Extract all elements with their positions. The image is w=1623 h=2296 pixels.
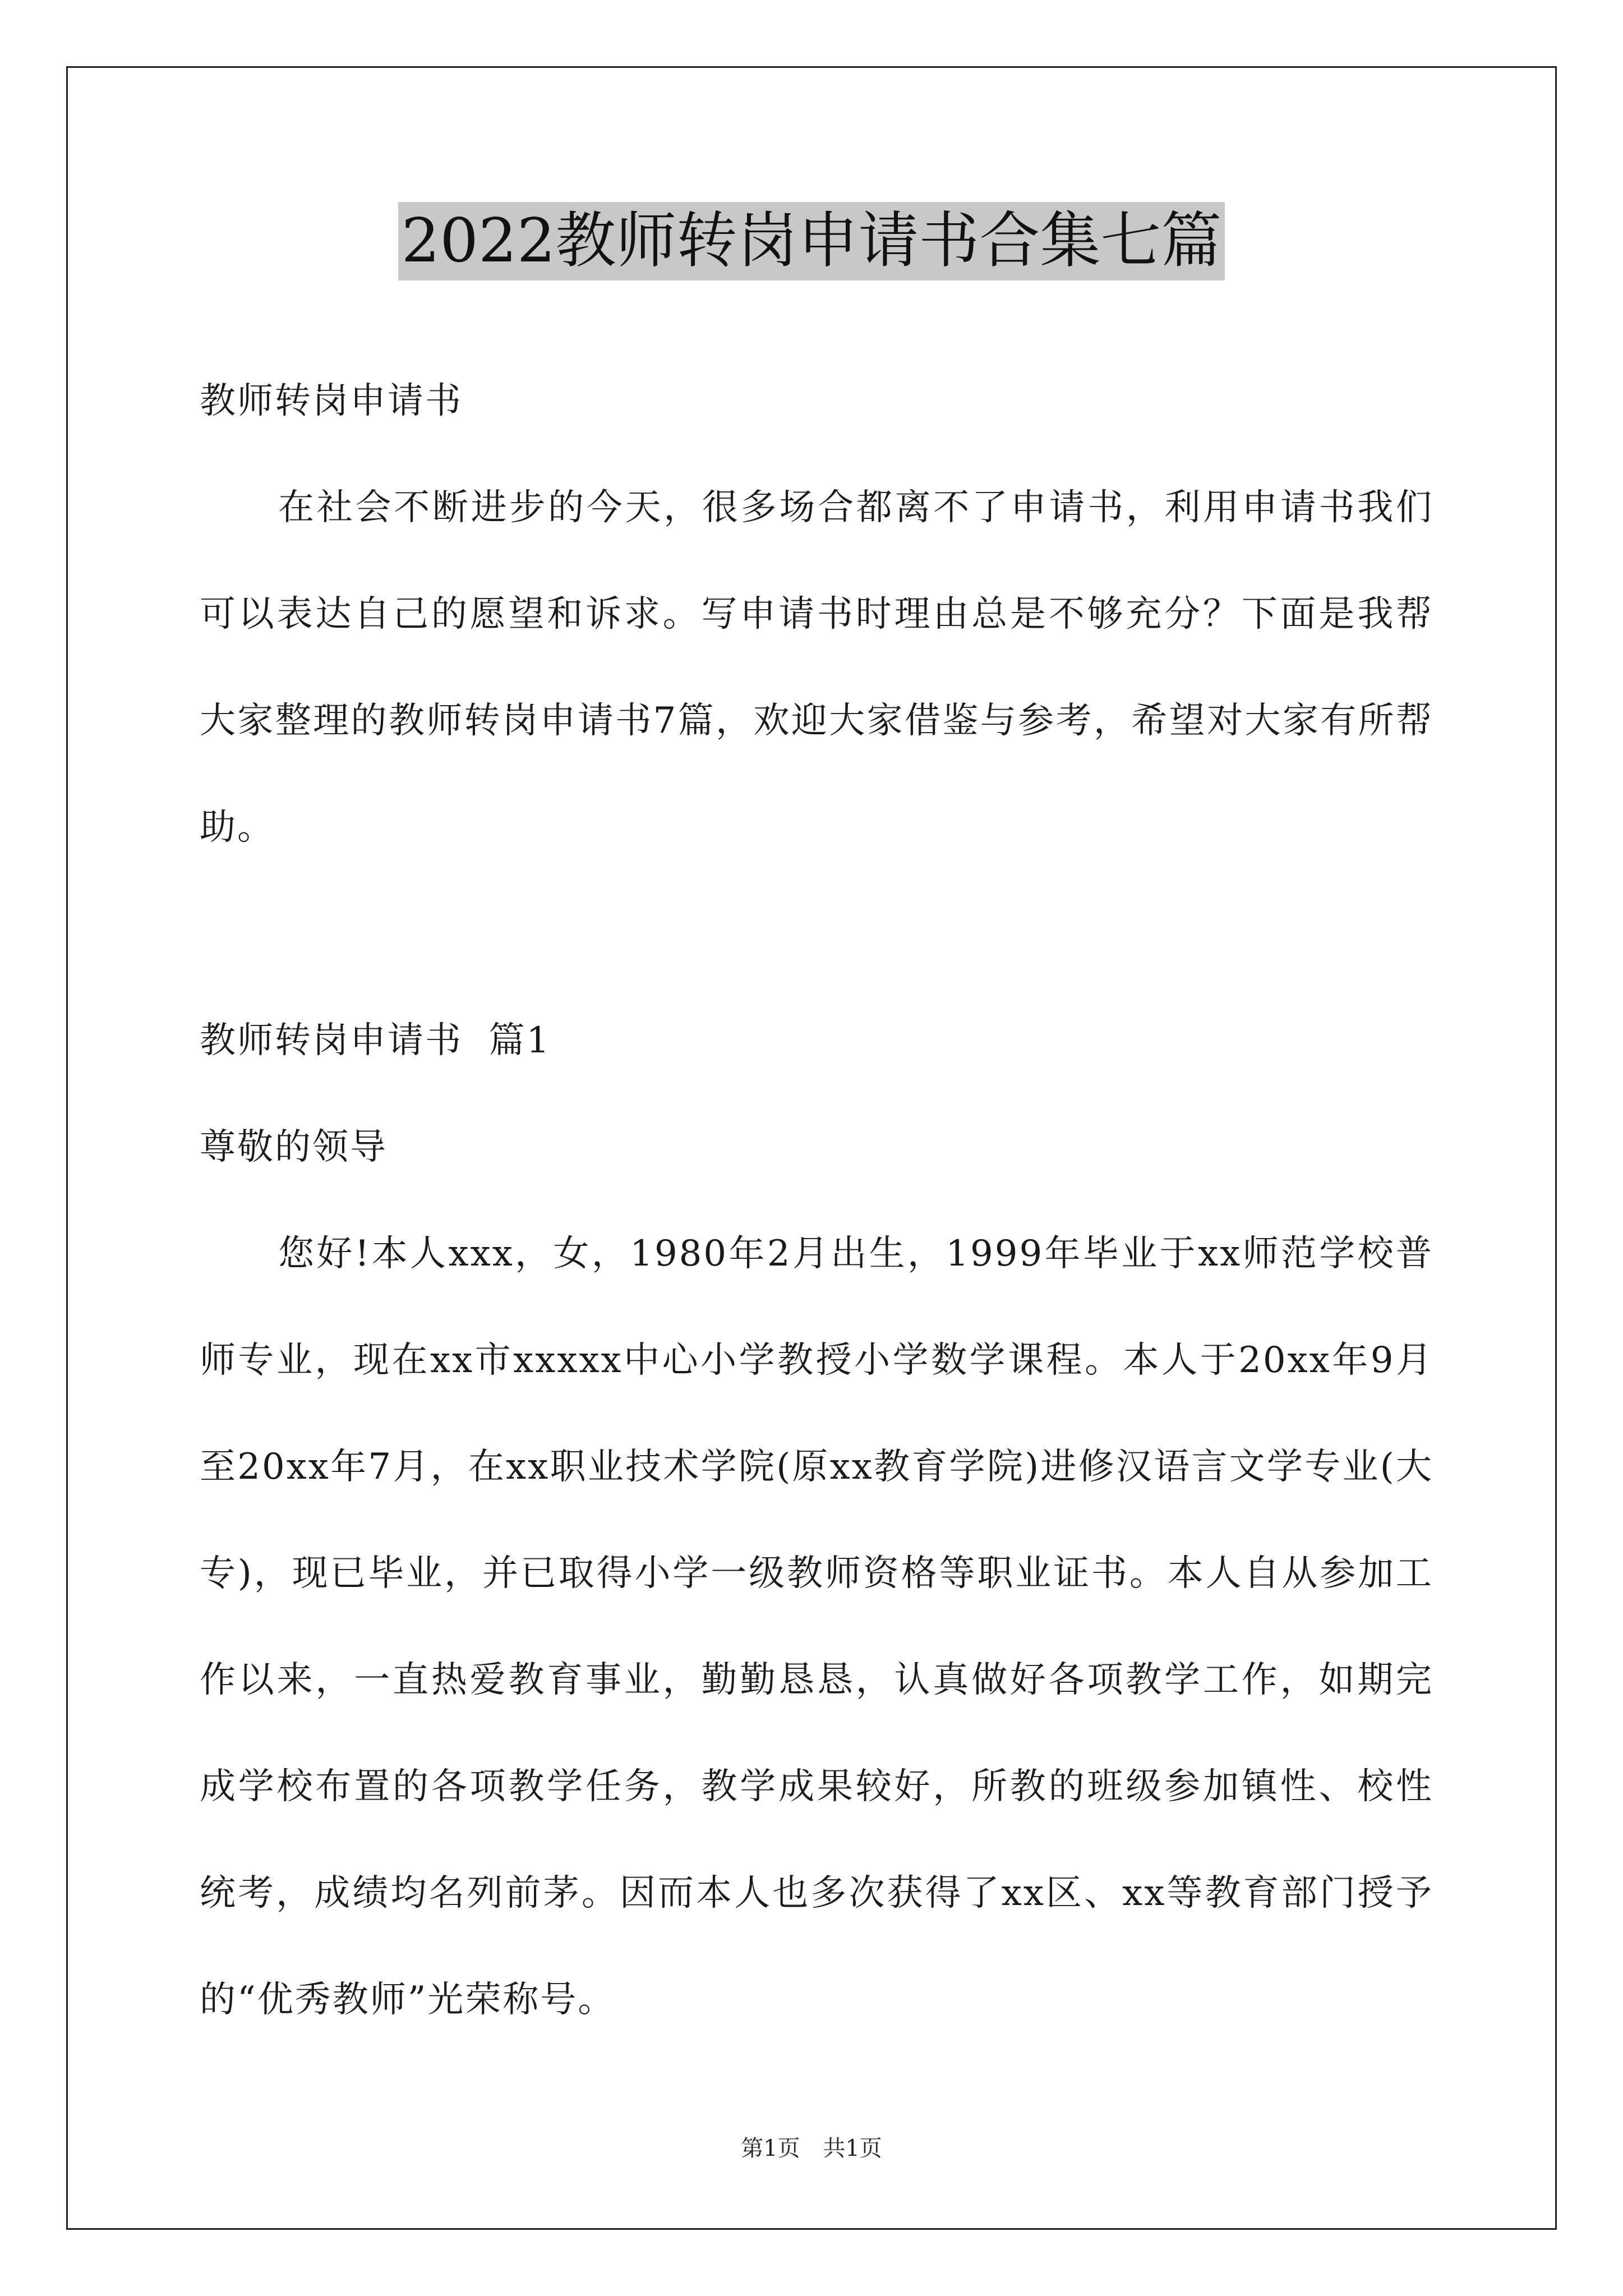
salutation: 尊敬的领导 xyxy=(200,1126,388,1168)
document-body xyxy=(200,348,1433,2053)
section-spacer xyxy=(200,881,1433,987)
page-number-total: 共1页 xyxy=(823,2136,882,2161)
page-number-current: 第1页 xyxy=(741,2136,800,2161)
page-footer xyxy=(0,2132,1623,2165)
body-paragraph: 您好!本人xxx，女，1980年2月出生，1999年毕业于xx师范学校普师专业，现在xx市xxxxx中心小学教授小学数学课程。本人于20xx年9月至20xx年7月，在xx职业技术学院(原xx教育学院)进修汉语言文学专业(大专)，现已毕业，并已取得小学一级教师资格等职业证书。本人自从参加工作以来，一直热爱教育事业，勤勤恳恳，认真做好各项教学工作，如期完成学校布置的各项教学任务，教学成果较好，所教的班级参加镇性、校性统考，成绩均名列前茅。因而本人也多次获得了xx区、xx等教育部门授予的“优秀教师”光荣称号。 xyxy=(200,1233,1433,2021)
intro-paragraph: 在社会不断进步的今天，很多场合都离不了申请书，利用申请书我们可以表达自己的愿望和诉求。写申请书时理由总是不够充分？下面是我帮大家整理的教师转岗申请书7篇，欢迎大家借鉴与参考，希望对大家有所帮助。 xyxy=(200,487,1433,848)
section-heading: 教师转岗申请书 篇1 xyxy=(200,1020,551,1061)
title-container xyxy=(0,202,1623,280)
intro-heading: 教师转岗申请书 xyxy=(200,380,463,422)
document-title: 2022教师转岗申请书合集七篇 xyxy=(398,202,1225,280)
